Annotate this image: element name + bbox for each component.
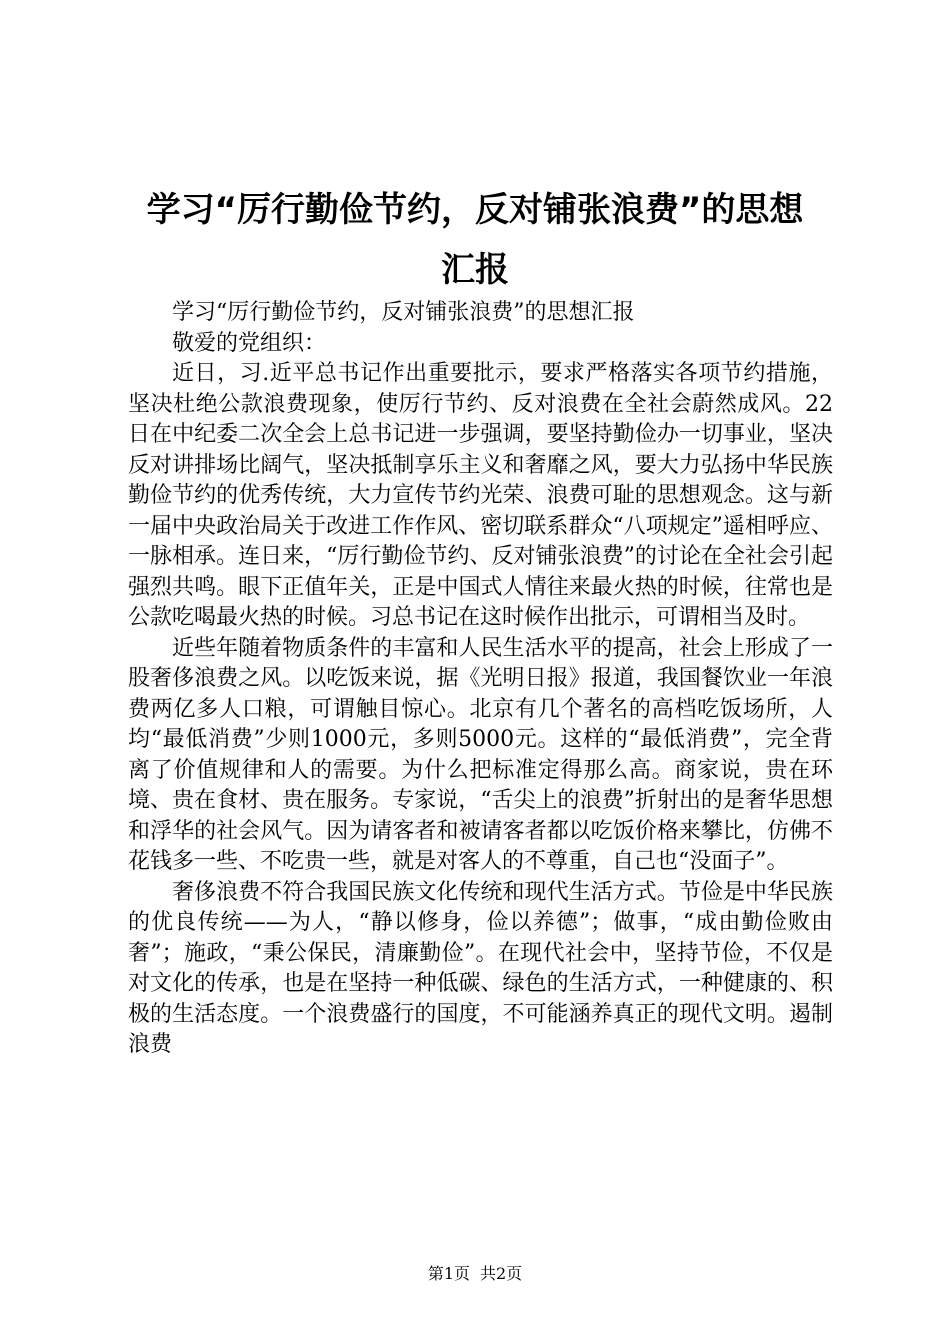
paragraph-3: 奢侈浪费不符合我国民族文化传统和现代生活方式。节俭是中华民族的优良传统——为人，“静以修身，俭以养德”；做事，“成由勤俭败由奢”；施政，“秉公保民，清廉勤俭”。在现代社会中，坚持节俭，不仅是对文化的传承，也是在坚持一种低碳、绿色的生活方式，一种健康的、积极的生活态度。一个浪费盛行的国度，不可能涵养真正的现代文明。遏制浪费 (128, 879, 833, 1057)
page-number: 第1页 (427, 1264, 470, 1283)
paragraph-2: 近些年随着物质条件的丰富和人民生活水平的提高，社会上形成了一股奢侈浪费之风。以吃饭来说，据《光明日报》报道，我国餐饮业一年浪费两亿多人口粮，可谓触目惊心。北京有几个著名的高档吃饭场所，人均“最低消费”少则1000元，多则5000元。这样的“最低消费”，完全背离了价值规律和人的需要。为什么把标准定得那么高。商家说，贵在环境、贵在食材、贵在服务。专家说，“舌尖上的浪费”折射出的是奢华思想和浮华的社会风气。因为请客者和被请客者都以吃饭价格来攀比，仿佛不花钱多一些、不吃贵一些，就是对客人的不尊重，自己也“没面子”。 (128, 635, 833, 874)
document-body (128, 298, 833, 1061)
document-title-line-1: 学习“厉行勤俭节约，反对铺张浪费”的思想 (146, 190, 804, 230)
paragraph-1: 近日，习.近平总书记作出重要批示，要求严格落实各项节约措施，坚决杜绝公款浪费现象，使厉行节约、反对浪费在全社会蔚然成风。22日在中纪委二次全会上总书记进一步强调，要坚持勤俭办一切事业，坚决反对讲排场比阔气，坚决抵制享乐主义和奢靡之风，要大力弘扬中华民族勤俭节约的优秀传统，大力宣传节约光荣、浪费可耻的思想观念。这与新一届中央政治局关于改进工作作风、密切联系群众“八项规定”遥相呼应、一脉相承。连日来，“厉行勤俭节约、反对铺张浪费”的讨论在全社会引起强烈共鸣。眼下正值年关，正是中国式人情往来最火热的时候，往常也是公款吃喝最火热的时候。习总书记在这时候作出批示，可谓相当及时。 (128, 361, 833, 630)
paragraph-subtitle: 学习“厉行勤俭节约，反对铺张浪费”的思想汇报 (172, 300, 635, 325)
page-total: 共2页 (480, 1264, 523, 1283)
page-footer (0, 1264, 950, 1284)
document-title-line-2: 汇报 (441, 250, 509, 290)
paragraph-salutation: 敬爱的党组织： (172, 330, 327, 356)
